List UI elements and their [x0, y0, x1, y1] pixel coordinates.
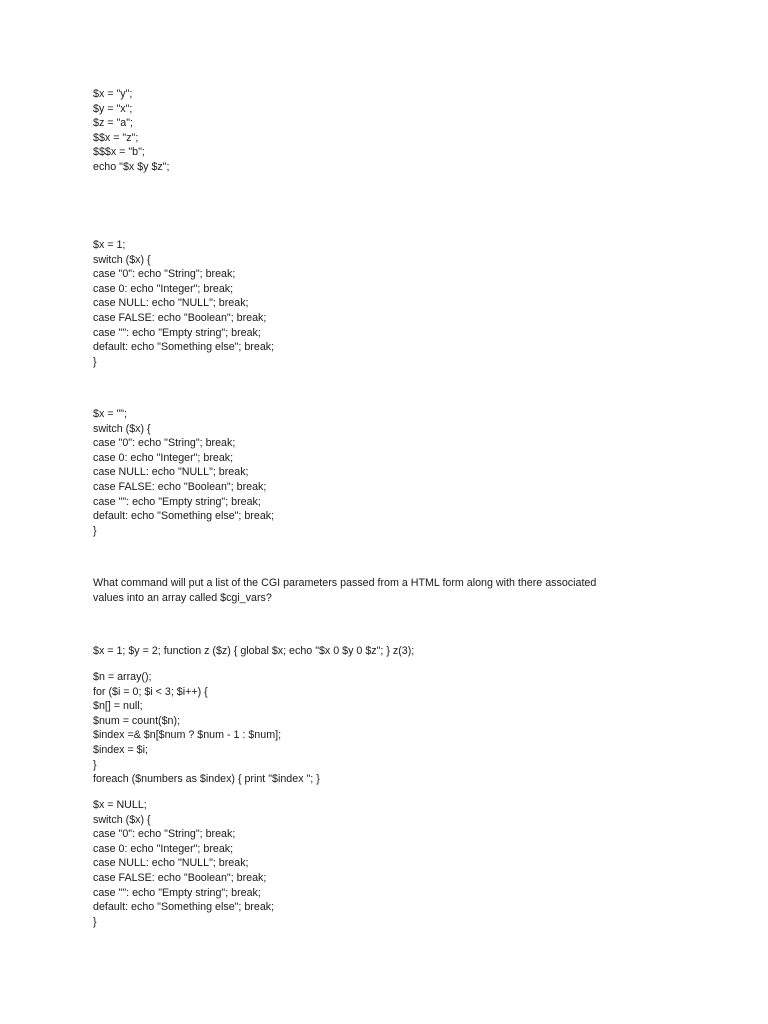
code-line: $x = 1;: [93, 239, 126, 251]
code-line: case FALSE: echo "Boolean"; break;: [93, 480, 267, 493]
code-line: $index =& $n[$num ? $num - 1 : $num];: [93, 729, 282, 742]
code-line: case NULL: echo "NULL"; break;: [93, 466, 249, 479]
code-line: }: [93, 524, 97, 537]
code-line: case NULL: echo "NULL"; break;: [93, 297, 249, 310]
code-line: switch ($x) {: [93, 422, 151, 435]
code-block-global-scope: [93, 644, 693, 659]
code-line: for ($i = 0; $i < 3; $i++) {: [93, 685, 208, 698]
code-line: }: [93, 758, 97, 771]
code-line: $z = "a";: [93, 117, 133, 130]
code-line: $n = array();: [93, 671, 152, 683]
code-line: switch ($x) {: [93, 813, 151, 826]
code-line: $y = "x";: [93, 102, 133, 115]
code-block-references-loop: [93, 670, 693, 787]
question-text: [93, 576, 713, 605]
code-line: switch ($x) {: [93, 253, 151, 266]
question-line: What command will put a list of the CGI parameters passed from a HTML form along with there associated: [93, 577, 597, 589]
code-line: foreach ($numbers as $index) { print "$index "; }: [93, 773, 320, 786]
code-line: $$$x = "b";: [93, 146, 145, 159]
code-line: case "0": echo "String"; break;: [93, 437, 236, 450]
code-line: $x = "";: [93, 408, 128, 420]
code-block-switch-integer: [93, 238, 693, 369]
code-line: case FALSE: echo "Boolean"; break;: [93, 871, 267, 884]
code-line: case 0: echo "Integer"; break;: [93, 282, 234, 295]
code-line: case 0: echo "Integer"; break;: [93, 451, 234, 464]
code-line: case 0: echo "Integer"; break;: [93, 842, 234, 855]
code-block-switch-null: [93, 798, 693, 929]
code-line: $x = "y";: [93, 88, 133, 100]
code-line: $index = $i;: [93, 743, 148, 756]
code-line: case "": echo "Empty string"; break;: [93, 495, 261, 508]
code-line: }: [93, 915, 97, 928]
code-line: $$x = "z";: [93, 131, 139, 144]
code-line: default: echo "Something else"; break;: [93, 901, 275, 914]
code-line: case "": echo "Empty string"; break;: [93, 326, 261, 339]
code-block-variable-variables: [93, 87, 693, 175]
code-line: case NULL: echo "NULL"; break;: [93, 857, 249, 870]
code-line: $x = NULL;: [93, 799, 147, 811]
code-block-switch-empty-string: [93, 407, 693, 538]
code-line: echo "$x $y $z";: [93, 160, 170, 173]
code-line: case "": echo "Empty string"; break;: [93, 886, 261, 899]
question-line: values into an array called $cgi_vars?: [93, 591, 272, 604]
code-line: $x = 1; $y = 2; function z ($z) { global $x; echo "$x 0 $y 0 $z"; } z(3);: [93, 645, 415, 657]
code-line: case "0": echo "String"; break;: [93, 268, 236, 281]
code-line: $n[] = null;: [93, 700, 143, 713]
code-line: default: echo "Something else"; break;: [93, 510, 275, 523]
code-line: }: [93, 355, 97, 368]
code-line: default: echo "Something else"; break;: [93, 341, 275, 354]
code-line: case "0": echo "String"; break;: [93, 828, 236, 841]
code-line: case FALSE: echo "Boolean"; break;: [93, 311, 267, 324]
code-line: $num = count($n);: [93, 714, 181, 727]
